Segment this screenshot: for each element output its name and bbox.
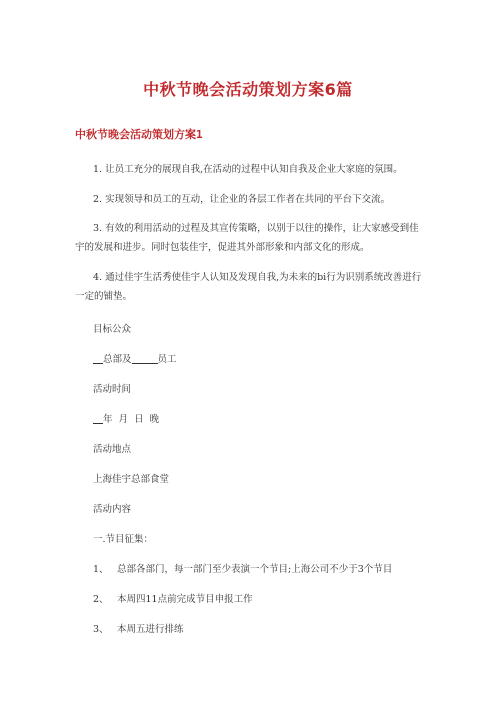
list-item-text: 总部各部门，每一部门至少表演一个节目;上海公司不少于3个节目	[117, 564, 393, 575]
fill-in-blank	[132, 353, 158, 364]
time-label: 活动时间	[93, 384, 132, 395]
location-value: 上海佳宇总部食堂	[93, 474, 170, 485]
list-item-number: 2、	[93, 594, 109, 605]
section-heading: 中秋节晚会活动策划方案1	[75, 128, 203, 141]
list-item-text: 本周四11点前完成节目申报工作	[117, 594, 253, 605]
paragraph-1: 1. 让员工充分的展现自我,在活动的过程中认知自我及企业大家庭的氛围。	[93, 164, 403, 175]
location-label: 活动地点	[93, 444, 132, 455]
paragraph-4: 4. 通过佳宇生活秀使佳宇人认知及发现自我,为未来的bi行为识别系统改善进行一定的铺垫。	[75, 272, 422, 302]
list-item	[93, 563, 392, 577]
fill-in-blank	[93, 413, 103, 424]
fill-in-blank	[93, 353, 103, 364]
list-item-number: 3、	[93, 624, 109, 635]
document-title: 中秋节晚会活动策划方案6篇	[143, 80, 353, 99]
time-value: 年 月 日 晚	[103, 414, 160, 425]
content-label: 活动内容	[93, 504, 132, 515]
list-item-text: 本周五进行排练	[117, 624, 184, 635]
time-value-row	[93, 413, 159, 427]
target-audience-part1: 总部及	[103, 354, 132, 365]
target-audience-value	[93, 353, 177, 367]
target-audience-label: 目标公众	[93, 324, 132, 335]
list-item	[93, 623, 184, 637]
paragraph-2: 2. 实现领导和员工的互动，让企业的各层工作者在共同的平台下交流。	[93, 194, 391, 205]
list-item	[93, 593, 253, 607]
content-subheading: 一.节目征集：	[93, 534, 154, 545]
paragraph-3: 3. 有效的利用活动的过程及其宣传策略，以别于以往的操作，让大家感受到佳宇的发展和进步。同时包装佳宇，促进其外部形象和内部文化的形成。	[75, 223, 419, 253]
target-audience-part2: 员工	[157, 354, 177, 365]
list-item-number: 1、	[93, 564, 109, 575]
